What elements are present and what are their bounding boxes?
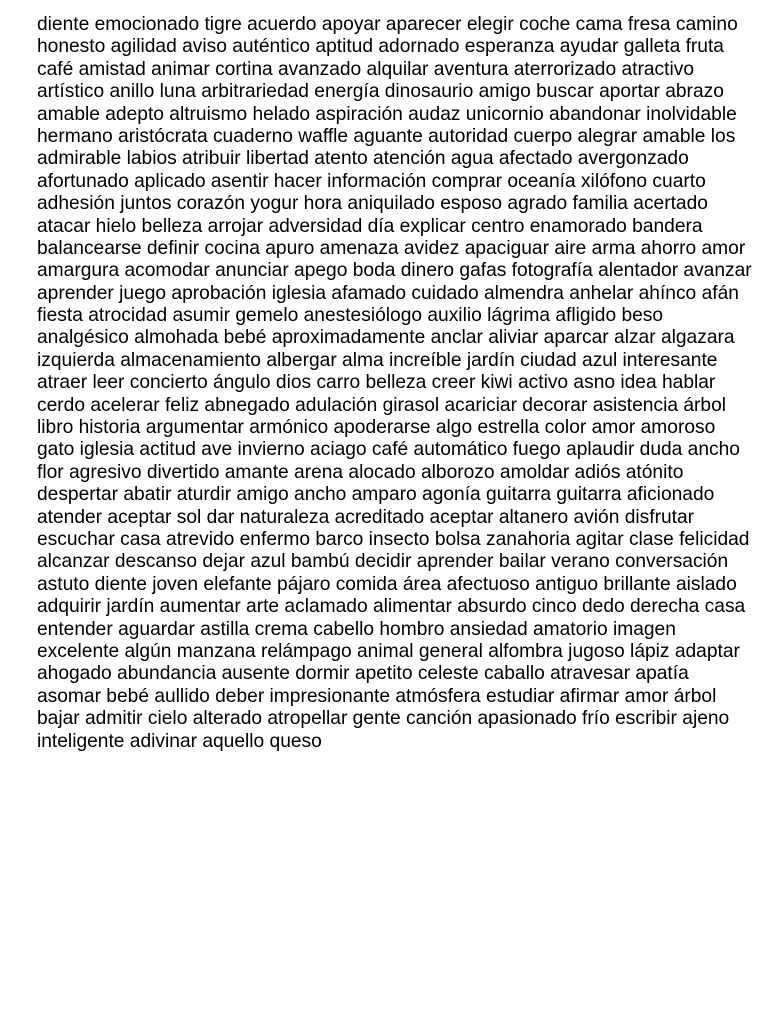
text-line: amargura acomodar anunciar apego boda dinero gafas fotografía alentador avanzar bbox=[37, 260, 752, 282]
text-line: astuto diente joven elefante pájaro comida área afectuoso antiguo brillante aislado bbox=[37, 573, 737, 595]
text-line: diente emocionado tigre acuerdo apoyar aparecer elegir coche cama fresa camino bbox=[37, 14, 738, 35]
text-line: fiesta atrocidad asumir gemelo anestesiólogo auxilio lágrima afligido beso bbox=[37, 305, 664, 327]
text-line: afortunado aplicado asentir hacer información comprar oceanía xilófono cuarto bbox=[37, 170, 706, 192]
text-line: excelente algún manzana relámpago animal general alfombra jugoso lápiz adaptar bbox=[37, 640, 740, 662]
text-line: artístico anillo luna arbitrariedad energía dinosaurio amigo buscar aportar abrazo bbox=[37, 81, 724, 103]
text-line: inteligente adivinar aquello queso bbox=[37, 730, 322, 752]
text-line: alcanzar descanso dejar azul bambú decidir aprender bailar verano conversación bbox=[37, 551, 729, 573]
text-line: izquierda almacenamiento albergar alma increíble jardín ciudad azul interesante bbox=[37, 349, 718, 371]
text-line: hermano aristócrata cuaderno waffle aguante autoridad cuerpo alegrar amable los bbox=[37, 125, 736, 147]
text-line: libro historia argumentar armónico apoderarse algo estrella color amor amoroso bbox=[37, 417, 716, 439]
text-line: entender aguardar astilla crema cabello hombro ansiedad amatorio imagen bbox=[37, 618, 676, 640]
text-line: ahogado abundancia ausente dormir apetito celeste caballo atravesar apatía bbox=[37, 663, 689, 685]
text-line: admirable labios atribuir libertad atento atención agua afectado avergonzado bbox=[37, 148, 689, 170]
text-body bbox=[37, 14, 768, 753]
text-line: balancearse definir cocina apuro amenaza avidez apaciguar aire arma ahorro amor bbox=[37, 237, 746, 259]
text-line: flor agresivo divertido amante arena alocado alborozo amoldar adiós atónito bbox=[37, 461, 684, 483]
text-line: gato iglesia actitud ave invierno aciago café automático fuego aplaudir duda ancho bbox=[37, 439, 740, 461]
text-line: analgésico almohada bebé aproximadamente anclar aliviar aparcar alzar algazara bbox=[37, 327, 735, 349]
text-line: café amistad animar cortina avanzado alquilar aventura aterrorizado atractivo bbox=[37, 58, 694, 80]
text-line: atacar hielo belleza arrojar adversidad día explicar centro enamorado bandera bbox=[37, 215, 703, 237]
text-line: despertar abatir aturdir amigo ancho amparo agonía guitarra guitarra aficionado bbox=[37, 484, 715, 506]
text-line: honesto agilidad aviso auténtico aptitud adornado esperanza ayudar galleta fruta bbox=[37, 36, 724, 58]
text-line: escuchar casa atrevido enfermo barco insecto bolsa zanahoria agitar clase felicidad bbox=[37, 528, 750, 550]
text-line: cerdo acelerar feliz abnegado adulación girasol acariciar decorar asistencia árbol bbox=[37, 394, 727, 416]
text-line: aprender juego aprobación iglesia afamado cuidado almendra anhelar ahínco afán bbox=[37, 282, 739, 304]
text-line: atender aceptar sol dar naturaleza acreditado aceptar altanero avión disfrutar bbox=[37, 506, 695, 528]
text-line: atraer leer concierto ángulo dios carro belleza creer kiwi activo asno idea hablar bbox=[37, 372, 716, 394]
text-line: adquirir jardín aumentar arte aclamado alimentar absurdo cinco dedo derecha casa bbox=[37, 596, 746, 618]
text-line: bajar admitir cielo alterado atropellar gente canción apasionado frío escribir ajeno bbox=[37, 708, 730, 730]
text-line: adhesión juntos corazón yogur hora aniquilado esposo agrado familia acertado bbox=[37, 193, 708, 215]
text-line: amable adepto altruismo helado aspiración audaz unicornio abandonar inolvidable bbox=[37, 103, 737, 125]
text-line: asomar bebé aullido deber impresionante atmósfera estudiar afirmar amor árbol bbox=[37, 685, 717, 707]
